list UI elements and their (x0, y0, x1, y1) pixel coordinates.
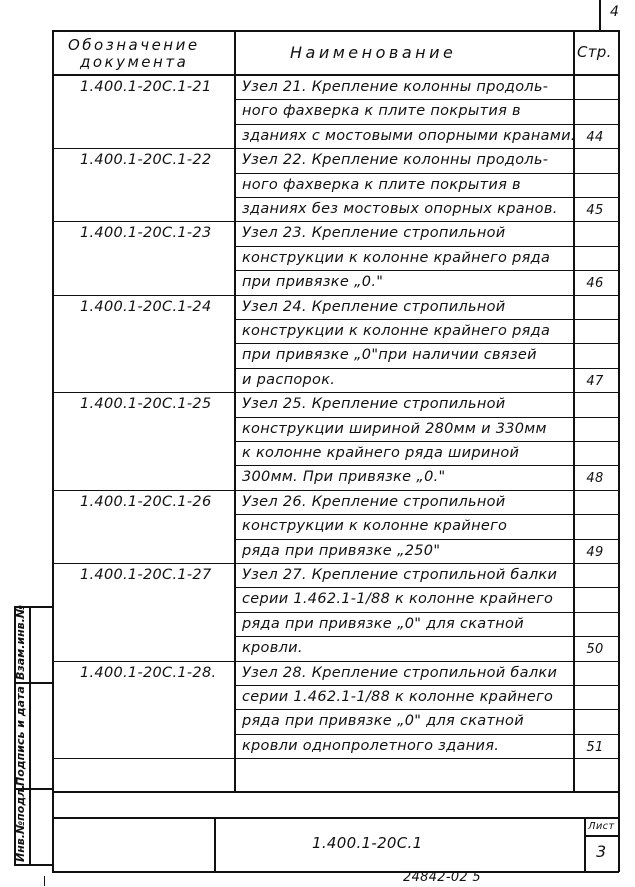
row-line-divider (234, 734, 619, 735)
header-bottom-line (52, 74, 619, 76)
frame-bottom (52, 871, 619, 873)
row-name-line: кровли однопролетного здания. (242, 737, 500, 754)
stamp-sheet-number: 3 (596, 842, 607, 861)
stamp-top-line (52, 817, 619, 819)
row-code: 1.400.1-20С.1-22 (80, 152, 212, 169)
row-page: 51 (586, 739, 604, 755)
row-line-divider (234, 758, 619, 759)
row-name-line: ряда при привязке „0" для скатной (242, 713, 524, 730)
frame-right (618, 30, 620, 872)
row-name-line: Узел 25. Крепление стропильной (242, 396, 506, 413)
row-name-line: конструкции к колонне крайнего (242, 518, 508, 535)
row-end-divider (52, 490, 234, 491)
side-label-sign-date: Подпись и дата (14, 686, 27, 786)
row-code: 1.400.1-20С.1-26 (80, 493, 212, 510)
row-end-divider (52, 758, 234, 759)
row-page: 49 (586, 544, 604, 560)
row-line-divider (234, 392, 619, 393)
row-code: 1.400.1-20С.1-27 (80, 567, 212, 583)
row-code: 1.400.1-20С.1-21 (80, 79, 212, 95)
strip-sep-1 (14, 682, 53, 684)
row-end-divider (52, 392, 234, 393)
row-name-line: ного фахверка к плите покрытия в (242, 103, 521, 120)
row-line-divider (234, 490, 619, 491)
row-line-divider (234, 124, 619, 125)
row-name-line: 300мм. При привязке „0." (242, 469, 446, 486)
stamp-document-code: 1.400.1-20С.1 (312, 834, 423, 852)
row-name-line: конструкции шириной 280мм и 330мм (242, 420, 547, 437)
row-line-divider (234, 612, 619, 613)
row-name-line: Узел 23. Крепление стропильной (242, 225, 506, 242)
row-line-divider (234, 465, 619, 466)
row-end-divider (52, 148, 234, 149)
row-name-line: Узел 21. Крепление колонны продоль- (242, 79, 549, 95)
side-label-inv-vzam: Взам.инв.№ (14, 604, 27, 680)
row-name-line: ряда при привязке „250" (242, 542, 441, 559)
row-line-divider (234, 99, 619, 100)
row-name-line: и распорок. (242, 371, 336, 388)
row-name-line: ного фахверка к плите покрытия в (242, 176, 521, 193)
strip-bottom (14, 864, 53, 866)
row-name-line: Узел 22. Крепление колонны продоль- (242, 152, 549, 169)
row-name-line: ряда при привязке „0" для скатной (242, 615, 524, 632)
row-line-divider (234, 246, 619, 247)
row-name-line: Узел 28. Крепление стропильной балки (242, 664, 558, 681)
header-name: Наименование (290, 43, 457, 62)
row-name-line: серии 1.462.1-1/88 к колонне крайнего (242, 591, 554, 608)
row-page: 45 (586, 203, 604, 218)
row-line-divider (234, 295, 619, 296)
row-code: 1.400.1-20С.1-28. (80, 664, 217, 681)
row-line-divider (234, 368, 619, 369)
row-line-divider (234, 539, 619, 540)
row-line-divider (234, 563, 619, 564)
corner-page-number: 4 (610, 4, 620, 20)
row-end-divider (52, 563, 234, 564)
side-label-inv-podl: Инв.№подл. (14, 784, 27, 862)
row-line-divider (234, 417, 619, 418)
footer-number: 24842-02 5 (403, 870, 481, 885)
frame-top (52, 30, 619, 32)
col-divider-2 (573, 30, 575, 792)
row-line-divider (234, 270, 619, 271)
row-name-line: Узел 24. Крепление стропильной (242, 298, 506, 315)
row-page: 47 (586, 373, 604, 389)
row-page: 48 (586, 471, 604, 487)
stamp-sheet-divider (584, 835, 619, 837)
stamp-sheet-left (584, 817, 586, 872)
row-name-line: серии 1.462.1-1/88 к колонне крайнего (242, 689, 554, 705)
header-designation-line1: Обозначение (68, 36, 200, 54)
row-line-divider (234, 148, 619, 149)
row-line-divider (234, 514, 619, 515)
row-name-line: конструкции к колонне крайнего ряда (242, 323, 551, 339)
row-page: 50 (586, 642, 604, 658)
footer-tick (44, 876, 45, 886)
row-name-line: Узел 27. Крепление стропильной балки (242, 567, 558, 583)
corner-box-left (599, 0, 601, 31)
row-end-divider (52, 221, 234, 222)
header-designation-line2: документа (80, 53, 189, 71)
row-name-line: зданиях без мостовых опорных кранов. (242, 201, 558, 217)
strip-divider (29, 606, 31, 864)
frame-left (52, 30, 54, 872)
row-line-divider (234, 709, 619, 710)
row-line-divider (234, 221, 619, 222)
row-line-divider (234, 587, 619, 588)
row-end-divider (52, 661, 234, 662)
row-name-line: зданиях с мостовыми опорными кранами. (242, 127, 576, 144)
row-name-line: кровли. (242, 640, 303, 657)
row-line-divider (234, 173, 619, 174)
bottom-table-line (52, 791, 619, 793)
stamp-left (214, 817, 216, 872)
row-line-divider (234, 685, 619, 686)
col-divider-1 (234, 30, 236, 792)
row-name-line: к колонне крайнего ряда шириной (242, 445, 520, 461)
row-name-line: Узел 26. Крепление стропильной (242, 493, 506, 510)
stamp-sheet-label: Лист (588, 821, 615, 832)
row-name-line: конструкции к колонне крайнего ряда (242, 249, 551, 266)
row-line-divider (234, 636, 619, 637)
row-page: 46 (586, 276, 604, 292)
header-page: Стр. (577, 43, 612, 61)
row-line-divider (234, 319, 619, 320)
row-line-divider (234, 441, 619, 442)
row-line-divider (234, 343, 619, 344)
row-end-divider (52, 295, 234, 296)
row-name-line: при привязке „0." (242, 274, 384, 291)
row-code: 1.400.1-20С.1-24 (80, 298, 212, 315)
row-line-divider (234, 197, 619, 198)
row-code: 1.400.1-20С.1-25 (80, 396, 212, 413)
row-code: 1.400.1-20С.1-23 (80, 225, 212, 242)
row-page: 44 (586, 129, 604, 145)
row-name-line: при привязке „0"при наличии связей (242, 347, 537, 364)
row-line-divider (234, 661, 619, 662)
